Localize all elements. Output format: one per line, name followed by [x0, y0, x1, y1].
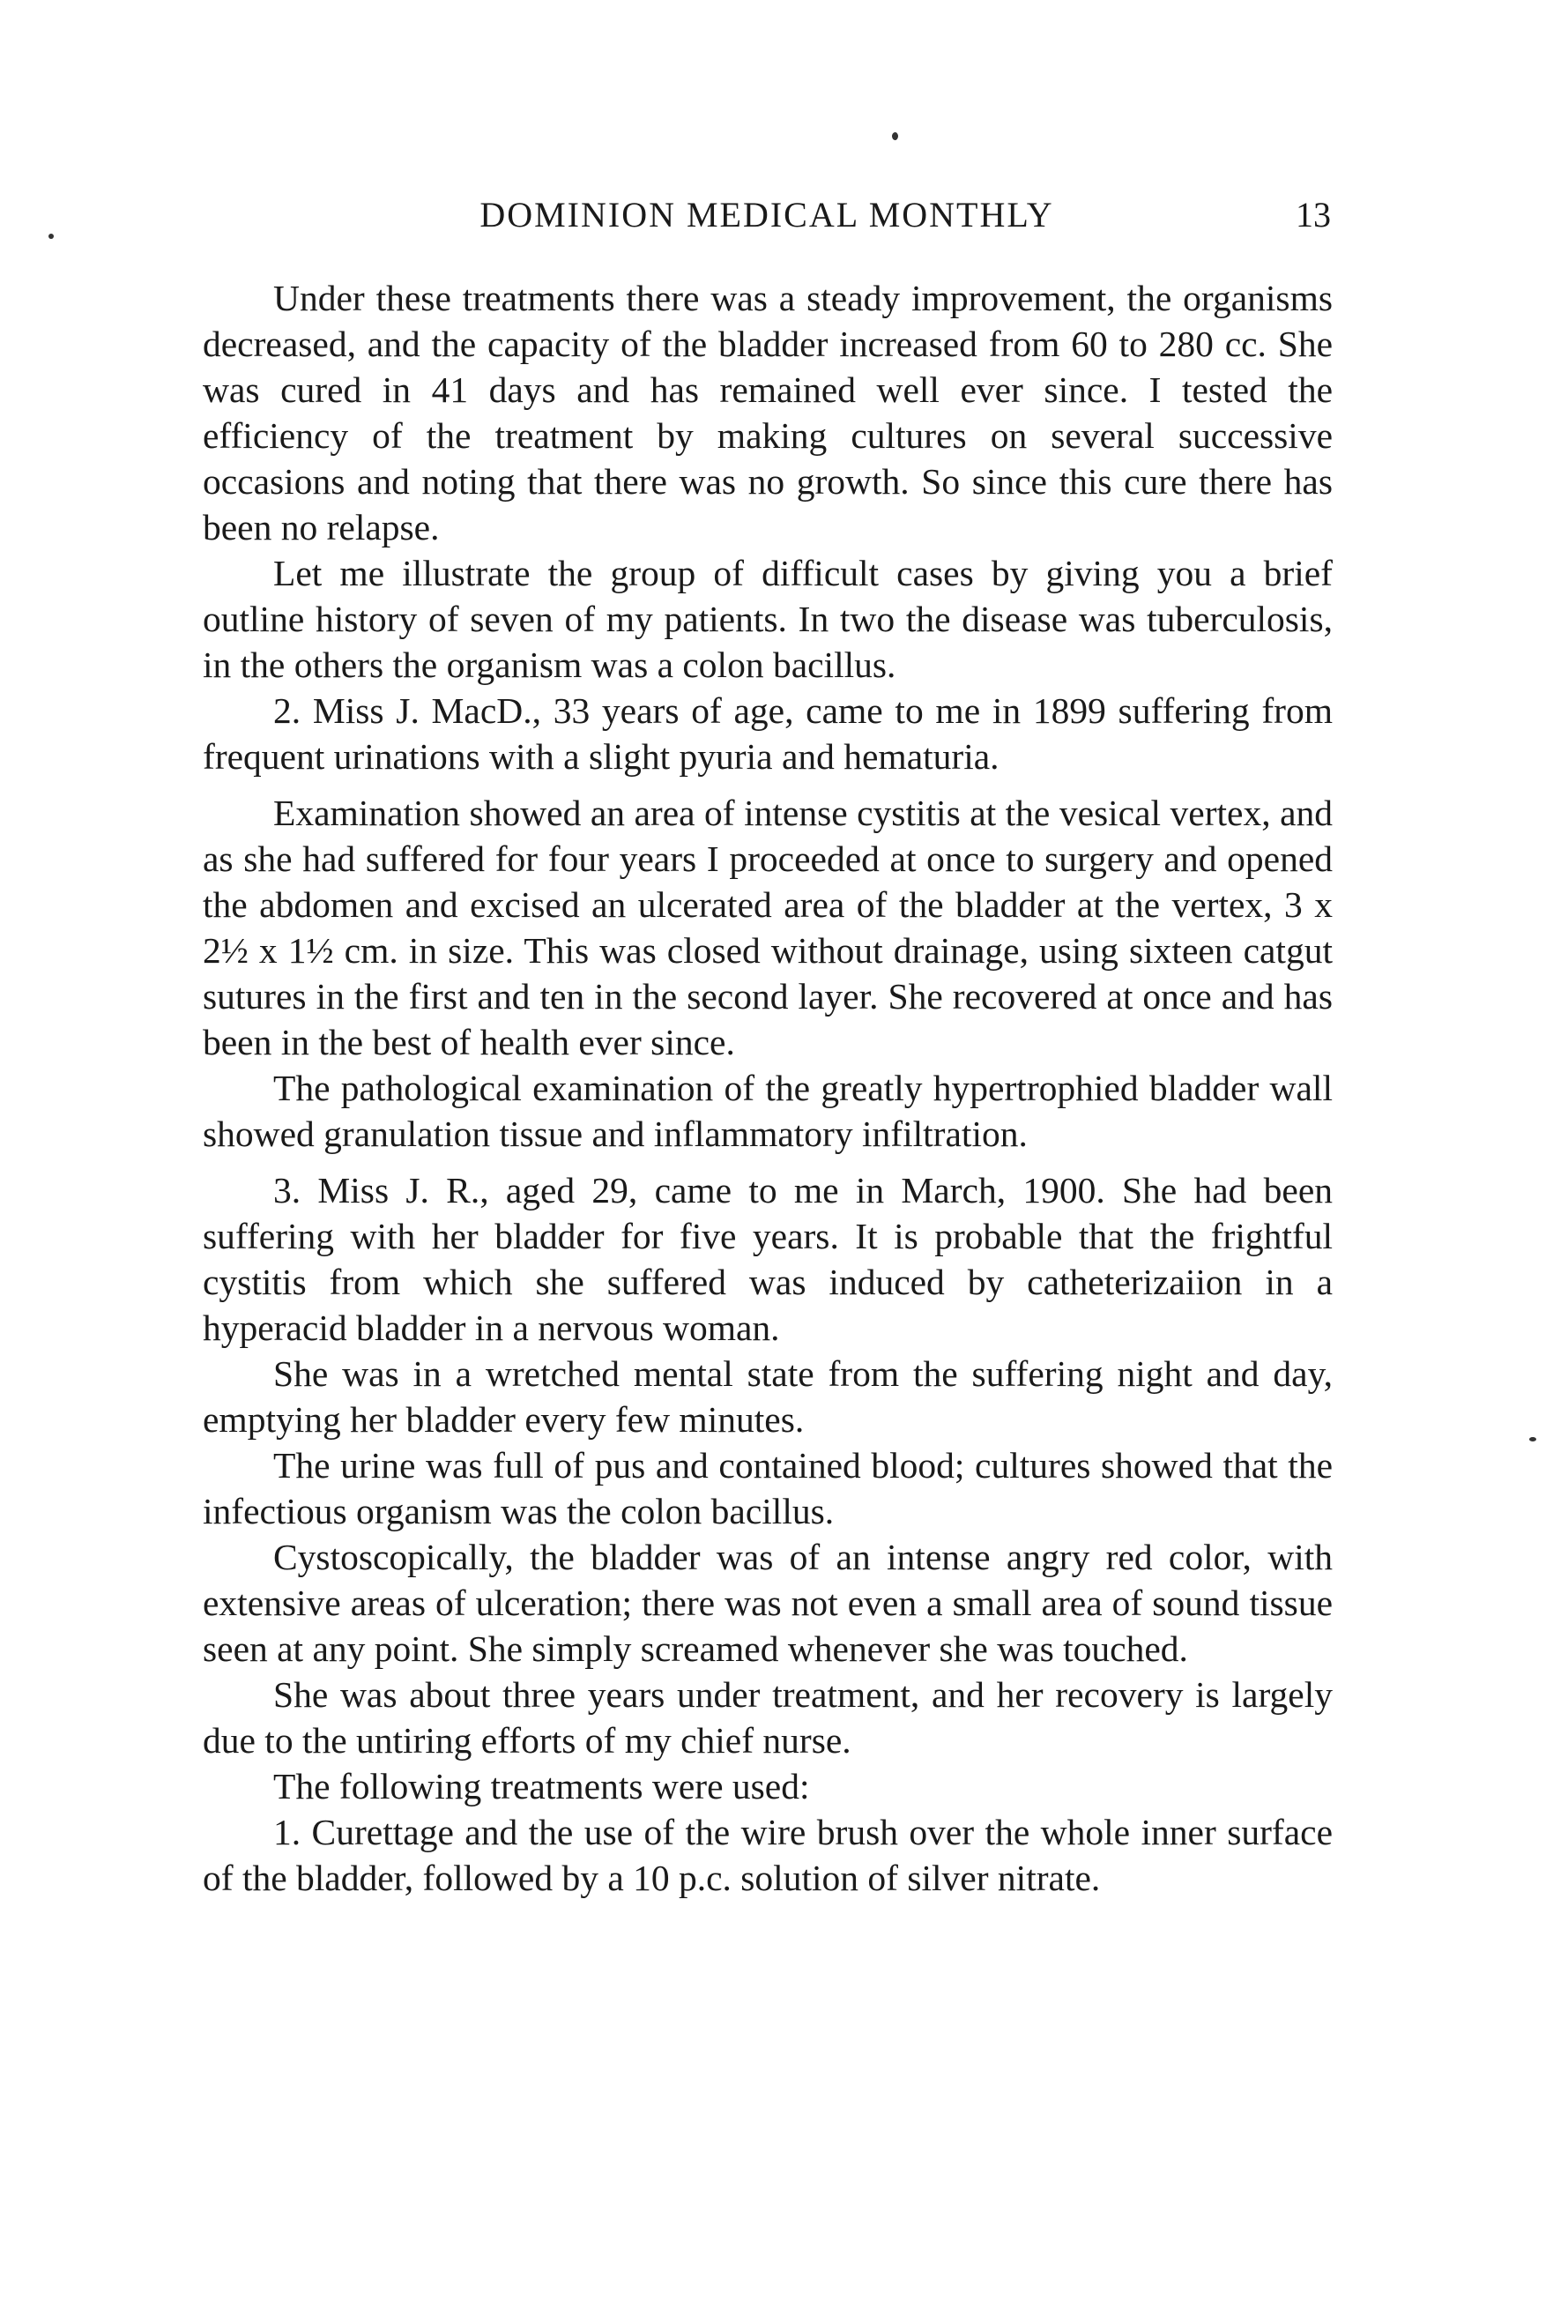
paragraph: She was about three years under treatment, and her recovery is largely due to the untiring efforts of my chief nurse.: [203, 1674, 1333, 1761]
paragraph: The pathological examination of the greatly hypertrophied bladder wall showed granulation tissue and inflammatory infiltration.: [203, 1068, 1333, 1154]
paragraph: Examination showed an area of intense cystitis at the vesical vertex, and as she had suffered for four years I proceeded at once to surgery and opened the abdomen and excised an ulcerated area of the bladder at the vertex, 3 x 2½ x 1½ cm. in size. This was closed without drainage, using sixteen catgut sutures in the first and ten in the second layer. She recovered at once and has been in the best of health ever since.: [203, 793, 1333, 1062]
paragraph: She was in a wretched mental state from the suffering night and day, emptying her bladder every few minutes.: [203, 1353, 1333, 1440]
running-title: DOMINION MEDICAL MONTHLY: [479, 195, 1054, 235]
page-number: 13: [1296, 195, 1331, 235]
paragraph: Cystoscopically, the bladder was of an intense angry red color, with extensive areas of ulceration; there was not even a small area of sound tissue seen at any point. She simply screamed whenever she was touched.: [203, 1537, 1333, 1669]
ink-speck: [892, 132, 898, 140]
paragraph: 1. Curettage and the use of the wire brush over the whole inner surface of the bladder, followed by a 10 p.c. solution of silver nitrate.: [203, 1812, 1333, 1898]
paragraph: Let me illustrate the group of difficult cases by giving you a brief outline history of seven of my patients. In two the disease was tuberculosis, in the others the organism was a colon bacillus.: [203, 553, 1333, 685]
ink-speck: [1529, 1437, 1536, 1441]
paragraph: 2. Miss J. MacD., 33 years of age, came to me in 1899 suffering from frequent urinations with a slight pyuria and hematuria.: [203, 690, 1333, 777]
paragraph: 3. Miss J. R., aged 29, came to me in March, 1900. She had been suffering with her bladder for five years. It is probable that the frightful cystitis from which she suffered was induced by catheterizaiion in a hyperacid bladder in a nervous woman.: [203, 1170, 1333, 1348]
body-text: [203, 275, 1333, 1901]
paragraph: Under these treatments there was a steady improvement, the organisms decreased, and the capacity of the bladder increased from 60 to 280 cc. She was cured in 41 days and has remained well ever since. I tested the efficiency of the treatment by making cultures on several successive occasions and noting that there was no growth. So since this cure there has been no relapse.: [203, 278, 1333, 547]
paragraph: The following treatments were used:: [273, 1766, 810, 1806]
paragraph: The urine was full of pus and contained blood; cultures showed that the infectious organism was the colon bacillus.: [203, 1445, 1333, 1531]
page-header: [203, 194, 1331, 247]
ink-speck: [48, 234, 54, 239]
